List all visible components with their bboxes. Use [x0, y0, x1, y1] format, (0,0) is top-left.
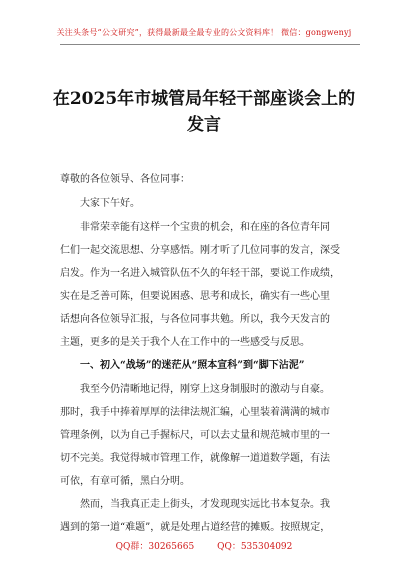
header-divider	[60, 44, 360, 45]
paragraph-line: 然而，当我真正走上街头，才发现现实远比书本复杂。我	[80, 499, 330, 510]
paragraph-line: 主题，更多的是关于我个人在工作中的一些感受与反思。	[60, 337, 310, 348]
paragraph-line: 仁们一起交流思想、分享感悟。刚才听了几位同事的发言，深受	[60, 245, 340, 256]
paragraph-line: 非常荣幸能有这样一个宝贵的机会，和在座的各位青年同	[80, 222, 330, 233]
salutation: 尊敬的各位领导、各位同事：	[60, 174, 190, 185]
footer-contact	[0, 539, 408, 552]
paragraph-line: 切不完美。我觉得城市管理工作，就像解一道道数学题，有法	[60, 453, 330, 464]
paragraph-line: 实在是乏善可陈，但要说困惑、思考和成长，确实有一些心里	[60, 291, 330, 302]
paragraph-line: 话想向各位领导汇报，与各位同事共勉。所以，我今天发言的	[60, 314, 330, 325]
title-line-2: 发言	[187, 115, 221, 135]
paragraph-line: 遇到的第一道“难题”，就是处理占道经营的摊贩。按照规定，	[60, 522, 331, 533]
document-title	[40, 86, 368, 138]
paragraph-line: 启发。作为一名进入城管队伍不久的年轻干部，要说工作成绩，	[60, 268, 340, 279]
greeting: 大家下午好。	[80, 198, 140, 209]
header-note: 关注头条号“公文研究”，获得最新最全最专业的公文资料库！ 微信：gongwenyj	[56, 28, 352, 37]
paragraph-line: 那时，我手中捧着厚厚的法律法规汇编，心里装着满满的城市	[60, 407, 330, 418]
paragraph-line: 可依，有章可循，黑白分明。	[60, 476, 190, 487]
footer-qq-group: QQ群：30265665	[115, 542, 195, 552]
title-line-1: 在2025年市城管局年轻干部座谈会上的	[52, 89, 356, 109]
paragraph-line: 我至今仍清晰地记得，刚穿上这身制服时的激动与自豪。	[80, 384, 330, 395]
footer-qq: QQ：535304092	[217, 542, 293, 552]
paragraph-line: 管理条例，以为自己手握标尺，可以去丈量和规范城市里的一	[60, 430, 330, 441]
section-heading: 一、初入“战场”的迷茫从“照本宣科”到“脚下沾泥”	[80, 360, 305, 371]
